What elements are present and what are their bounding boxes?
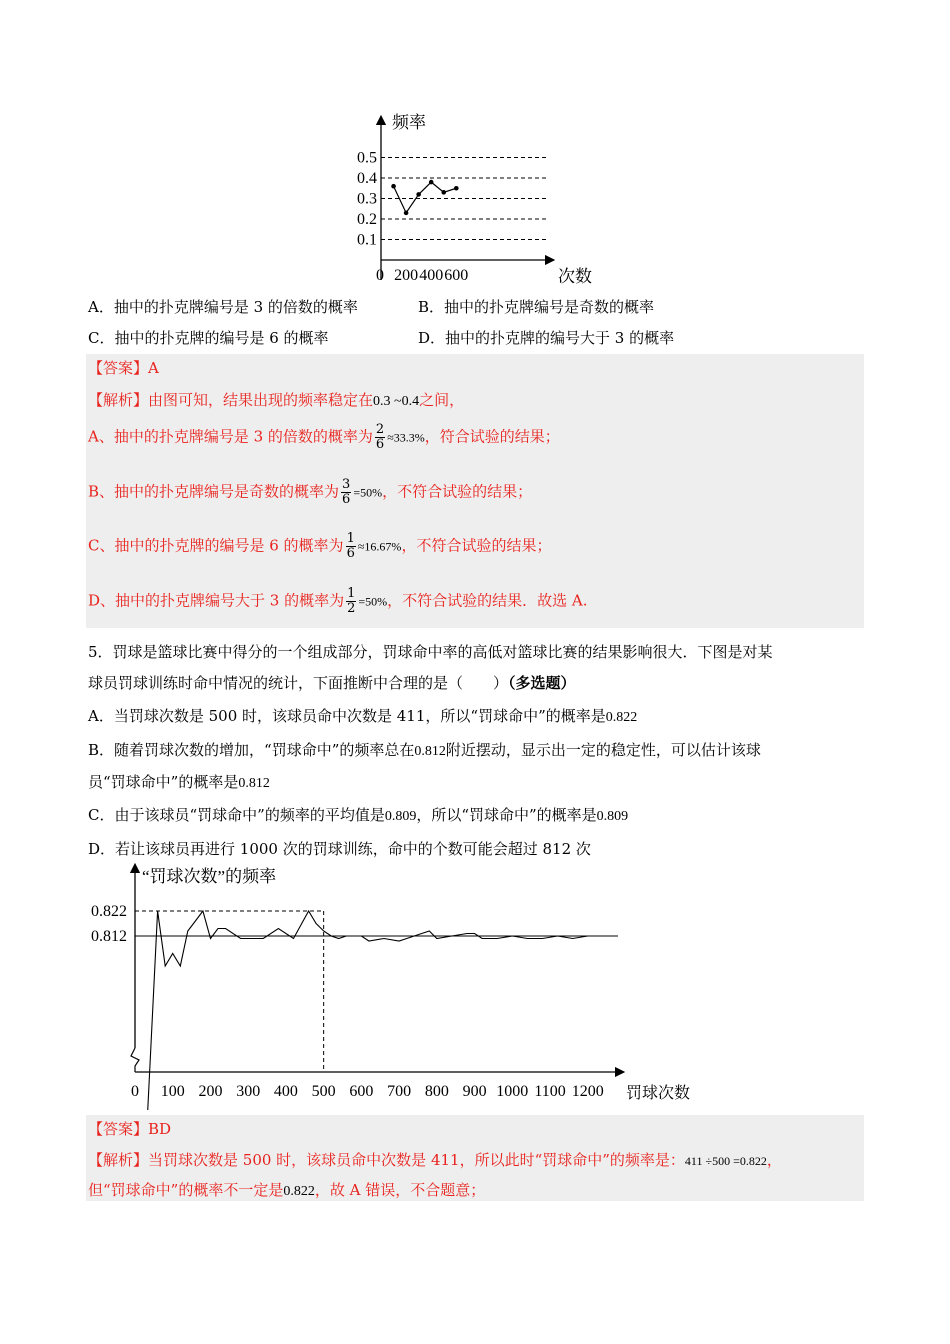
data-point — [391, 184, 396, 189]
x-tick-label: 600 — [349, 1083, 374, 1100]
option-value: 0.809 — [384, 809, 417, 824]
fraction — [341, 478, 351, 507]
analysis-calc: 411 ÷500 =0.822 — [684, 1154, 767, 1168]
option-value: 0.822 — [605, 710, 638, 725]
q4-analysis-a — [88, 423, 560, 452]
fraction — [346, 587, 356, 616]
option-text-mid: ，所以“罚球命中”的概率是 — [416, 806, 597, 824]
y-tick-label: 0.822 — [91, 903, 127, 920]
option-value-2: 0.809 — [596, 809, 629, 824]
fraction — [375, 423, 385, 452]
x-tick-label: 800 — [424, 1083, 449, 1100]
option-text: 员“罚球命中”的概率是 — [88, 773, 239, 791]
y-tick-label: 0.5 — [357, 149, 377, 167]
result: =50% — [358, 594, 388, 609]
analysis-text: 由图可知，结果出现的频率稳定在 — [148, 391, 374, 409]
result: ≈33.3% — [387, 430, 425, 445]
denominator: 6 — [375, 437, 385, 452]
x-tick-label: 0 — [131, 1083, 139, 1100]
fraction — [346, 532, 356, 561]
q5-option-b-cont — [88, 772, 270, 794]
x-tick-label: 1100 — [534, 1083, 566, 1100]
line-conclusion: ，不符合试验的结果； — [382, 482, 533, 501]
line-text: D、抽中的扑克牌编号大于 3 的概率为 — [88, 591, 345, 610]
denominator: 2 — [347, 601, 356, 616]
q5-option-c — [88, 805, 628, 827]
analysis-range: 0.3 ~0.4 — [373, 394, 420, 409]
q4-option-d: D．抽中的扑克牌的编号大于 3 的概率 — [418, 329, 675, 347]
series-line — [394, 182, 457, 213]
x-tick-label: 200 — [394, 267, 419, 284]
result: =50% — [353, 485, 383, 500]
option-value: 0.812 — [414, 744, 446, 759]
result: ≈16.67% — [357, 539, 402, 554]
analysis-text-end: 之间， — [419, 391, 465, 409]
y-tick-label: 0.2 — [357, 211, 377, 228]
line-text: A、抽中的扑克牌编号是 3 的倍数的概率为 — [88, 427, 373, 446]
y-tick-label: 0.4 — [357, 170, 377, 187]
option-value: 0.812 — [238, 776, 270, 791]
analysis-text-end: ， — [766, 1151, 782, 1169]
line-conclusion: ，不符合试验的结果．故选 A. — [387, 591, 588, 610]
x-tick-label: 400 — [419, 267, 444, 284]
analysis-text: 但“罚球命中”的概率不一定是 — [88, 1181, 284, 1199]
data-point — [454, 186, 459, 191]
x-tick-label: 500 — [311, 1083, 336, 1100]
frequency-line-chart — [340, 108, 610, 288]
answer-label: 【答案】 — [88, 1120, 149, 1138]
data-point — [429, 180, 434, 185]
x-tick-label: 700 — [387, 1083, 412, 1100]
line-text: B、抽中的扑克牌编号是奇数的概率为 — [88, 482, 340, 501]
x-tick-label: 900 — [462, 1083, 487, 1100]
option-text: A．当罚球次数是 500 时，该球员命中次数是 411，所以“罚球命中”的概率是 — [88, 707, 606, 725]
series-line — [143, 911, 588, 1110]
stem-text: 球员罚球训练时命中情况的统计，下面推断中合理的是（ ） — [88, 674, 509, 692]
analysis-label: 【解析】 — [88, 391, 149, 409]
data-point — [404, 211, 409, 216]
x-axis-label: 次数 — [558, 267, 592, 286]
q4-analysis-line1 — [88, 390, 464, 412]
line-conclusion: ，不符合试验的结果； — [401, 536, 552, 555]
line-conclusion: ，符合试验的结果； — [424, 427, 560, 446]
x-tick-label: 400 — [273, 1083, 298, 1100]
y-tick-label: 0.812 — [91, 928, 127, 945]
q4-analysis-c — [88, 532, 551, 561]
q5-analysis-line2 — [88, 1180, 485, 1202]
y-tick-label: 0.1 — [357, 231, 377, 249]
answer-value: BD — [148, 1120, 172, 1138]
q5-option-d: D．若让该球员再进行 1000 次的罚球训练，命中的个数可能会超过 812 次 — [88, 840, 591, 858]
y-axis-label: “罚球次数”的频率 — [142, 867, 277, 886]
y-axis-label: 频率 — [392, 113, 426, 132]
x-tick-label: 0 — [376, 267, 384, 284]
option-text-end: 附近摆动，显示出一定的稳定性，可以估计该球 — [445, 741, 761, 759]
multi-choice-tag: （多选题） — [508, 674, 576, 692]
q5-stem-line2 — [88, 673, 576, 693]
option-text: C．由于该球员“罚球命中”的频率的平均值是 — [88, 806, 385, 824]
analysis-value: 0.822 — [283, 1184, 315, 1199]
numerator: 3 — [342, 477, 351, 492]
analysis-text-end: ，故 A 错误，不合题意； — [314, 1181, 486, 1199]
numerator: 1 — [347, 586, 356, 601]
q4-option-a: A．抽中的扑克牌编号是 3 的倍数的概率 — [88, 298, 358, 316]
data-point — [416, 192, 421, 197]
denominator: 6 — [346, 546, 355, 561]
axis-break-icon — [131, 1048, 139, 1072]
numerator: 2 — [375, 422, 385, 437]
data-point — [441, 190, 446, 195]
y-tick-label: 0.3 — [357, 190, 377, 208]
x-tick-label: 300 — [236, 1083, 261, 1100]
x-tick-label: 100 — [160, 1083, 185, 1100]
answer-label: 【答案】 — [88, 359, 149, 377]
option-text: B．随着罚球次数的增加，“罚球命中”的频率总在 — [88, 741, 415, 759]
q4-analysis-b — [88, 478, 532, 507]
q5-analysis-line1 — [88, 1150, 782, 1171]
q5-stem-line1: 5．罚球是篮球比赛中得分的一个组成部分，罚球命中率的高低对篮球比赛的结果影响很大．下图是对某 — [88, 643, 773, 661]
line-text: C、抽中的扑克牌的编号是 6 的概率为 — [88, 536, 344, 555]
numerator: 1 — [346, 531, 355, 546]
free-throw-frequency-chart — [80, 860, 710, 1110]
x-tick-label: 600 — [444, 267, 469, 284]
analysis-text: 当罚球次数是 500 时，该球员命中次数是 411，所以此时“罚球命中”的频率是： — [148, 1151, 685, 1169]
answer-value: A — [148, 359, 159, 377]
analysis-label: 【解析】 — [88, 1151, 149, 1169]
x-axis-label: 罚球次数 — [626, 1085, 691, 1102]
q4-option-c: C．抽中的扑克牌的编号是 6 的概率 — [88, 329, 329, 347]
q4-analysis-d — [88, 587, 588, 616]
q5-option-a — [88, 706, 637, 728]
q4-option-b: B．抽中的扑克牌编号是奇数的概率 — [418, 298, 655, 316]
x-tick-label: 1000 — [496, 1083, 529, 1100]
x-tick-label: 1200 — [571, 1083, 604, 1100]
denominator: 6 — [342, 492, 351, 507]
q4-answer — [88, 358, 159, 378]
x-tick-label: 200 — [198, 1083, 223, 1100]
q5-answer — [88, 1119, 171, 1139]
q5-option-b — [88, 740, 761, 762]
